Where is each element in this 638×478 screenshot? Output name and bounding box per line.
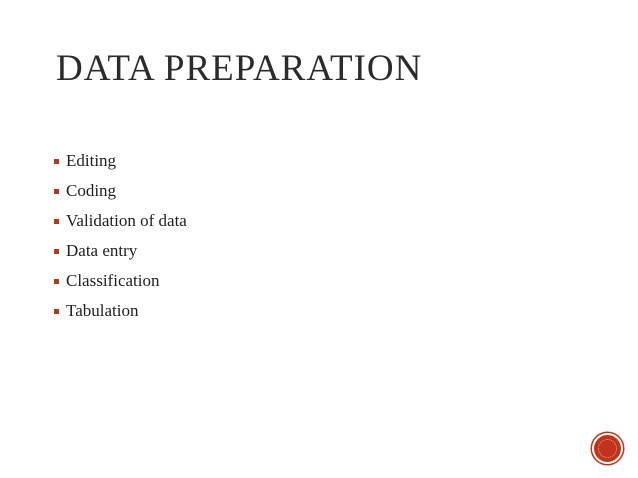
slide-nav-button[interactable]	[594, 435, 621, 462]
circle-nav-icon	[598, 439, 617, 458]
bullet-list	[54, 146, 187, 326]
bullet-text: Coding	[66, 181, 117, 200]
bullet-item-data-entry	[54, 236, 187, 266]
bullet-text: Classification	[66, 271, 160, 290]
bullet-text: Data entry	[66, 241, 138, 260]
bullet-text: Editing	[66, 151, 117, 170]
slide-title: DATA PREPARATION	[56, 48, 423, 89]
bullet-text: Tabulation	[66, 301, 139, 320]
square-bullet-icon	[54, 249, 59, 254]
bullet-item-classification	[54, 266, 187, 296]
square-bullet-icon	[54, 279, 59, 284]
bullet-item-coding	[54, 176, 187, 206]
bullet-item-editing	[54, 146, 187, 176]
bullet-item-validation	[54, 206, 187, 236]
square-bullet-icon	[54, 159, 59, 164]
bullet-item-tabulation	[54, 296, 187, 326]
square-bullet-icon	[54, 309, 59, 314]
square-bullet-icon	[54, 189, 59, 194]
bullet-text: Validation of data	[66, 211, 187, 230]
square-bullet-icon	[54, 219, 59, 224]
